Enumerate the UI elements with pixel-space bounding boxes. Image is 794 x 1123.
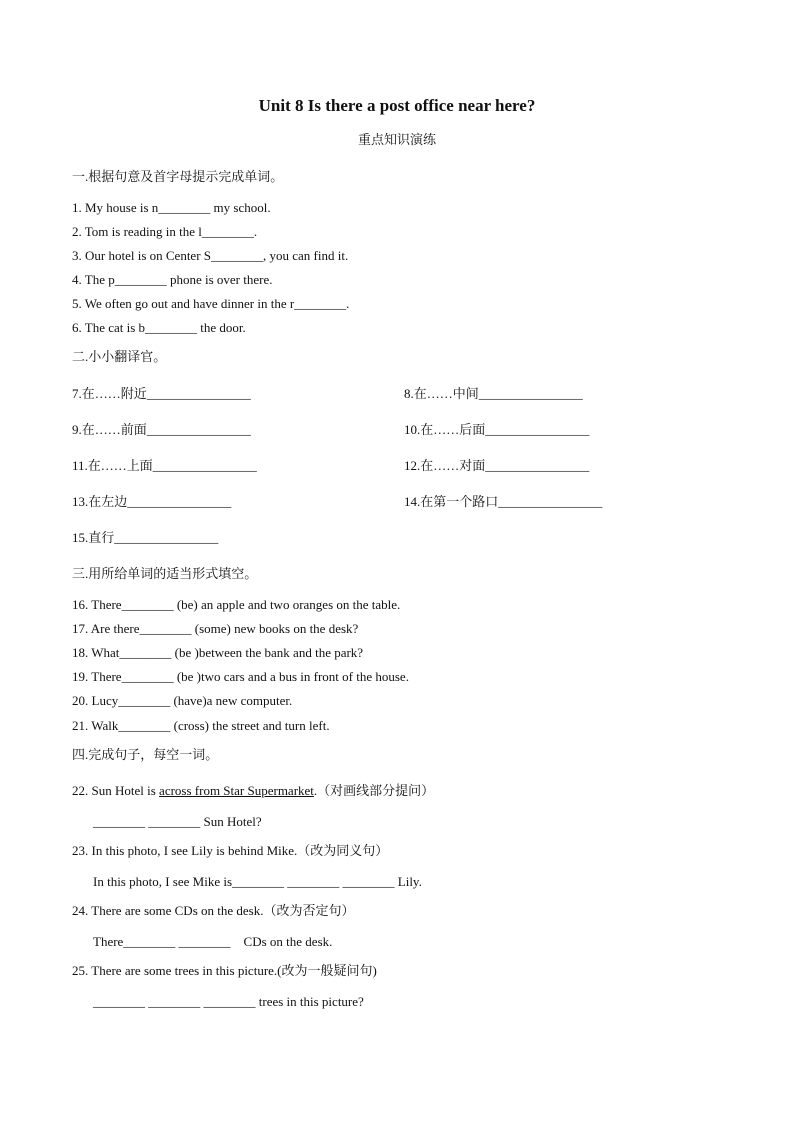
question-2: 2. Tom is reading in the l________.: [72, 224, 258, 239]
question-15: 15.直行________________: [72, 530, 219, 545]
question-23: 23. In this photo, I see Lily is behind Mike.（改为同义句）: [72, 843, 389, 858]
question-22-underlined: across from Star Supermarket: [159, 783, 314, 798]
question-8: 8.在……中间________________: [404, 386, 583, 401]
question-4: 4. The p________ phone is over there.: [72, 272, 273, 287]
question-18: 18. What________ (be )between the bank and the park?: [72, 645, 364, 660]
question-14: 14.在第一个路口________________: [404, 494, 603, 509]
question-12: 12.在……对面________________: [404, 458, 590, 473]
question-22-prefix: 22. Sun Hotel is: [72, 783, 160, 798]
question-3: 3. Our hotel is on Center S________, you can find it.: [72, 248, 349, 263]
question-25: 25. There are some trees in this picture.(改为一般疑问句): [72, 963, 377, 978]
question-5: 5. We often go out and have dinner in the r________.: [72, 296, 350, 311]
answer-23: In this photo, I see Mike is________ ________ ________ Lily.: [93, 874, 422, 889]
question-22: [72, 784, 434, 797]
answer-24: There________ ________ CDs on the desk.: [93, 934, 333, 949]
question-17: 17. Are there________ (some) new books on the desk?: [72, 621, 359, 636]
question-6: 6. The cat is b________ the door.: [72, 320, 246, 335]
question-21: 21. Walk________ (cross) the street and turn left.: [72, 718, 330, 733]
question-24: 24. There are some CDs on the desk.（改为否定句）: [72, 903, 355, 918]
question-16: 16. There________ (be) an apple and two oranges on the table.: [72, 597, 401, 612]
section4-heading: 四.完成句子，每空一词。: [72, 747, 219, 762]
answer-22: ________ ________ Sun Hotel?: [93, 814, 262, 829]
question-13: 13.在左边________________: [72, 494, 232, 509]
question-7: 7.在……附近________________: [72, 386, 251, 401]
question-20: 20. Lucy________ (have)a new computer.: [72, 693, 293, 708]
question-11: 11.在……上面________________: [72, 458, 257, 473]
page-subtitle: 重点知识演练: [357, 132, 436, 147]
section2-heading: 二.小小翻译官。: [72, 349, 167, 364]
question-9: 9.在……前面________________: [72, 422, 251, 437]
section3-heading: 三.用所给单词的适当形式填空。: [72, 566, 258, 581]
page-title: Unit 8 Is there a post office near here?: [258, 96, 536, 115]
question-22-suffix: .（对画线部分提问）: [313, 783, 435, 798]
question-1: 1. My house is n________ my school.: [72, 200, 271, 215]
answer-25: ________ ________ ________ trees in this picture?: [93, 994, 364, 1009]
section1-heading: 一.根据句意及首字母提示完成单词。: [72, 169, 284, 184]
question-19: 19. There________ (be )two cars and a bus in front of the house.: [72, 669, 409, 684]
question-10: 10.在……后面________________: [404, 422, 590, 437]
